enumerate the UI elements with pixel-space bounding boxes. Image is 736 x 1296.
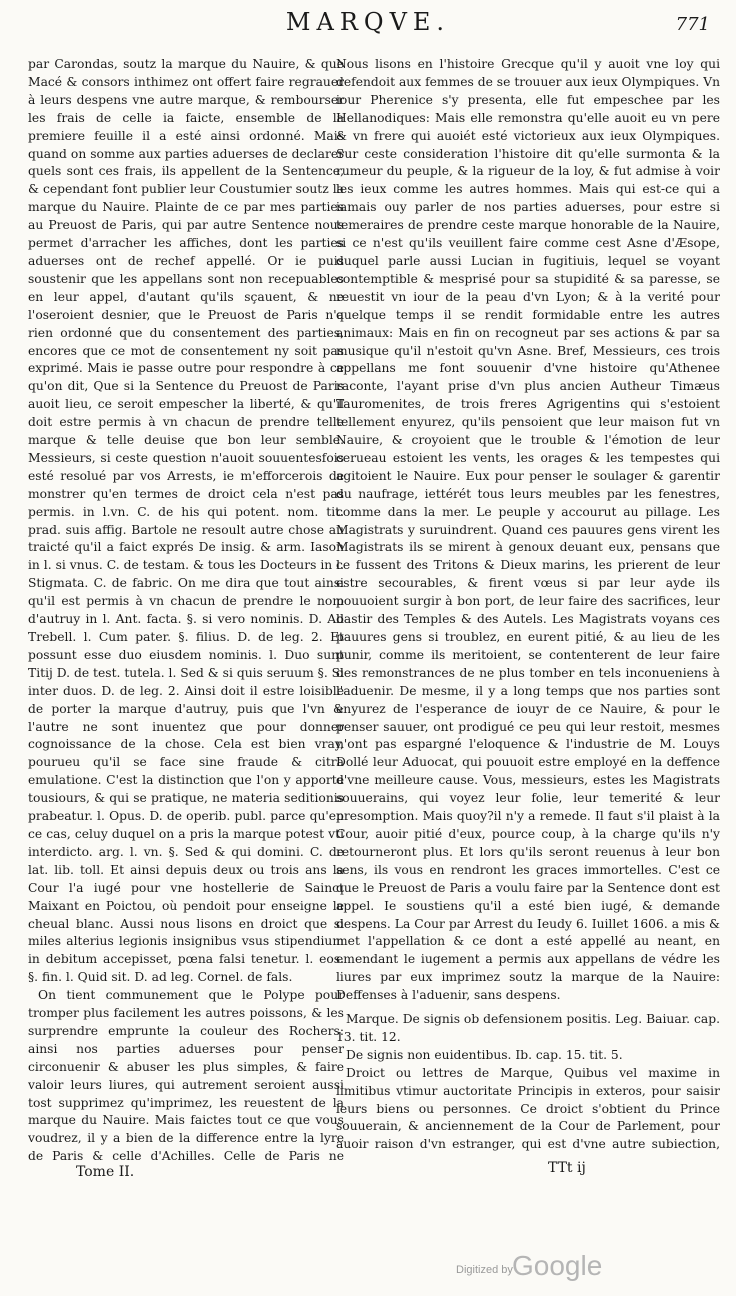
digitized-by-label: Digitized by (456, 1264, 513, 1276)
right-column (336, 56, 720, 1156)
running-title: MARQVE. (285, 8, 451, 36)
right-entry-droict: Droict ou lettres de Marque, Quibus vel maxime in limitibus vtimur auctoritate Principis in exteros, pour saisir leurs biens ou personnes. Ce droict s'obtient du Prince souuerain, & anciennement de la Cour de Parlement, pour auoir raison d'vn estranger, qui est d'vne autre subiection, (336, 1065, 720, 1152)
google-logo: Google (512, 1250, 603, 1281)
page-number: 771 (675, 14, 710, 35)
left-paragraph-2: On tient communement que le Polype pour tromper plus facilement les autres poissons, & les surprendre emprunte la couleur des Rochers: ainsi nos parties aduerses pour penser circonuenir & abuser les plus simples, & faire valoir leurs liures, qui autrement seroient aussi tost supprimez qu'imprimez, les reuestent de la marque du Nauire. Mais faictes tout ce que vous voudrez, il y a bien de la difference entre la lyre de Paris & celle d'Achilles. Celle de Paris ne (28, 988, 344, 1164)
left-paragraph-1: par Carondas, soutz la marque du Nauire, & que Macé & consors inthimez ont offert faire regrauer à leurs despens vne autre marque, & rembourser les frais de celle ia faicte, ensemble de la premiere feuille il a esté ainsi ordonné. Mais quand on somme aux parties aduerses de declarer quels sont ces frais, ils appellent de la Sentence, & cependant font publier leur Coustumier soutz la marque du Nauire. Plainte de ce par mes parties au Preuost de Paris, qui par autre Sentence nous permet d'arracher les affiches, dont les parties aduerses ont de rechef appellé. Or ie puis soustenir que les appellans sont non recepuables en leur appel, d'autant qu'ils sçauent, & ne l'oseroient desnier, que le Preuost de Paris n'a rien ordonné que du consentement des parties, encores que ce mot de consentement ny soit pas exprimé. Mais ie passe outre pour respondre à ce qu'on dit, Que si la Sentence du Preuost de Paris auoit lieu, ce seroit empescher la liberté, & qu'il doit estre permis à vn chacun de prendre telle marque & telle deuise que bon leur semble. Messieurs, si ceste question n'auoit souuentesfois esté resolué par vos Arrests, ie m'efforcerois de monstrer qu'en termes de droict cela n'est pas permis. in l.vn. C. de his qui potent. nom. tit. prad. suis affig. Bartole ne resoult autre chose au traicté qu'il a faict exprés De insig. & arm. Iason in l. si vnus. C. de testam. & tous les Docteurs in l. Stigmata. C. de fabric. On me dira que tout ainsi qu'il est permis à vn chacun de prendre le nom d'autruy in l. Ant. facta. §. si vero nominis. D. Ad Trebell. l. Cum pater. §. filius. D. de leg. 2. Et possunt esse duo eiusdem nominis. l. Duo sunt Titij D. de test. tutela. l. Sed & si quis seruum §. Si inter duos. D. de leg. 2. Ainsi doit il estre loisible de porter la marque d'autruy, puis que l'vn & l'autre ne sont inuentez que pour donner cognoissance de la chose. Cela est bien vray, pourueu qu'il se face sine fraude & citra emulatione. C'est la distinction que l'on y apporte tousiours, & qui se pratique, ne materia seditionis prabeatur. l. Opus. D. de operib. publ. parce qu'en ce cas, celuy duquel on a pris la marque potest vti interdicto. arg. l. vn. §. Sed & qui domini. C. de lat. lib. toll. Et ainsi depuis deux ou trois ans la Cour l'a iugé pour vne hostellerie de Sainct Maixant en Poictou, où pendoit pour enseigne le cheual blanc. Aussi nous lisons en droict que si miles alterius legionis insignibus vsus stipendium in debitum accepisset, pœna falsi tenetur. l. eos. §. fin. l. Quid sit. D. ad leg. Cornel. de fals. (28, 57, 344, 985)
signature-mark: TTt ij (548, 1160, 586, 1176)
volume-label: Tome II. (76, 1164, 135, 1180)
right-paragraph-1: Nous lisons en l'histoire Grecque qu'il y auoit vne loy qui defendoit aux femmes de se trouuer aux ieux Olympiques. Vn iour Pherenice s'y presenta, elle fut empeschee par les Hellanodiques: Mais elle remonstra qu'elle auoit eu vn pere & vn frere qui auoiét esté victorieux aux ieux Olympiques. Sur ceste consideration l'histoire dit qu'elle surmonta & la rumeur du peuple, & la rigueur de la loy, & fut admise à voir les ieux comme les autres hommes. Mais qui est-ce qui a iamais ouy parler de nos parties aduerses, pour estre si temeraires de prendre ceste marque honorable de la Nauire, si ce n'est qu'ils veuillent faire comme cest Asne d'Æsope, duquel parle aussi Lucian in fugitiuis, lequel se voyant contemptible & mesprisé pour sa stupidité & sa paresse, se reuestit vn iour de la peau d'vn Lyon; & à la verité pour quelque temps il se rendit formidable entre les autres animaux: Mais en fin on recogneut par ses actions & par sa musique qu'il n'estoit qu'vn Asne. Bref, Messieurs, ces trois appellans me font souuenir d'vne histoire qu'Athenee raconte, l'ayant prise d'vn plus ancien Autheur Timæus Tauromenites, de trois freres Agrigentins qui s'estoient tellement enyurez, qu'ils pensoient que leur maison fut vn Nauire, & croyoient que le trouble & l'émotion de leur cerueau estoient les vents, les orages & les tempestes qui agitoient le Nauire. Eux pour penser le soulager & garentir du naufrage, iettérét tous leurs meubles par les fenestres, comme dans la mer. Le peuple y accourut au pillage. Les Magistrats y suruindrent. Quand ces pauures gens virent les Magistrats ils se mirent à genoux deuant eux, pensans que ce fussent des Tritons & Dieux marins, les prierent de leur estre secourables, & firent vœus si par leur ayde ils pouuoient surgir à bon port, de leur faire des sacrifices, leur bastir des Temples & des Autels. Les Magistrats voyans ces pauures gens si troublez, en eurent pitié, & au lieu de les punir, comme ils meritoient, se contenterent de leur faire des remonstrances de ne plus tomber en tels inconueniens à l'aduenir. De mesme, il y a long temps que nos parties sont enyurez de l'esperance de iouyr de ce Nauire, & pour le penser sauuer, ont prodigué ce peu qui leur restoit, mesmes n'ont pas espargné l'eloquence & l'industrie de M. Louys Dollé leur Aduocat, qui pouuoit estre employé en la deffence d'vne meilleure cause. Vous, messieurs, estes les Magistrats souuerains, qui voyez leur folie, leur temerité & leur presomption. Mais quoy?il n'y a remede. Il faut s'il plaist à la Cour, auoir pitié d'eux, pource coup, à la charge qu'ils n'y retourneront plus. Et lors qu'ils seront reuenus à leur bon sens, ils vous en rendront les graces immortelles. C'est ce que le Preuost de Paris a voulu faire par la Sentence dont est appel. Ie soustiens qu'il a esté bien iugé, & demande despens. La Cour par Arrest du Ieudy 6. Iuillet 1606. a mis & met l'appellation & ce dont a esté appellé au neant, en emendant le iugement a permis aux appellans de védre les liures par eux imprimez soutz la marque de la Nauire: Deffenses à l'aduenir, sans despens. (336, 57, 720, 1003)
left-column (28, 56, 344, 1166)
right-entry-signis: De signis non euidentibus. Ib. cap. 15. tit. 5. (346, 1047, 623, 1062)
right-entry-marque: Marque. De signis ob defensionem positis. Leg. Baiuar. cap. 13. tit. 12. (336, 1012, 720, 1044)
